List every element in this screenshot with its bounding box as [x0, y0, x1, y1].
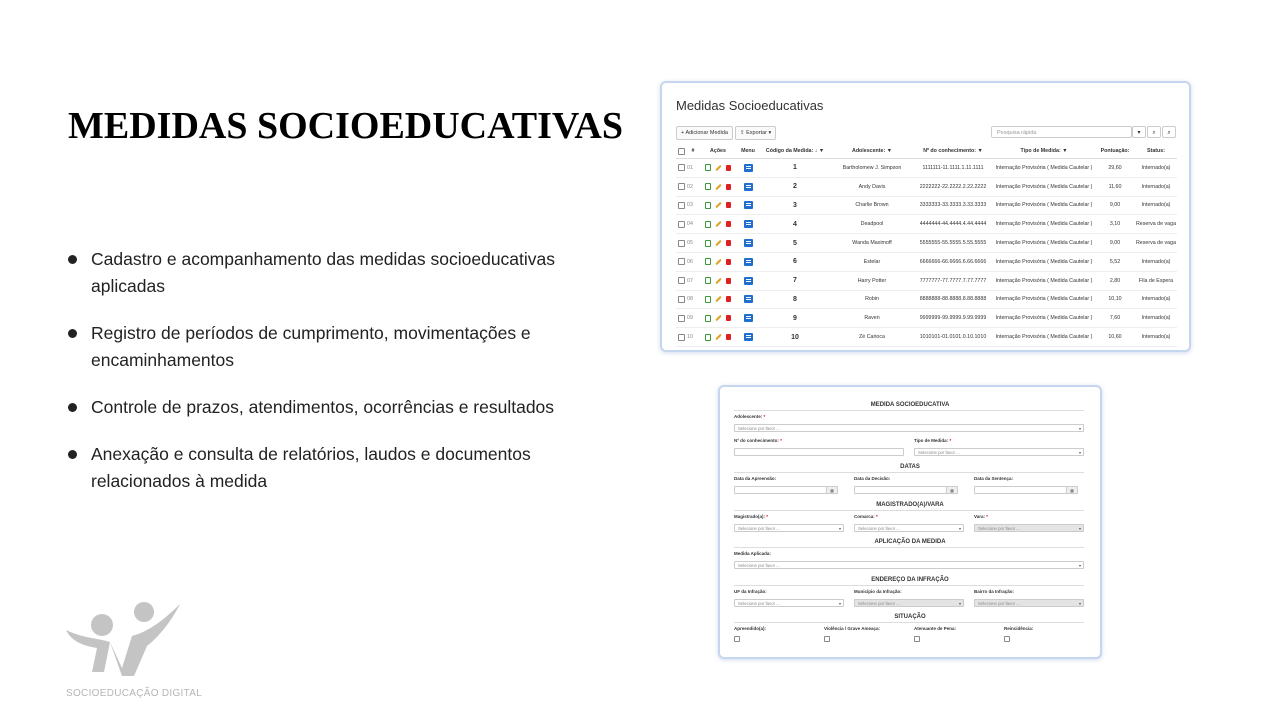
atenuante-label: Atenuante de Pena: — [914, 626, 957, 631]
measure-code: 1 — [759, 159, 831, 178]
status: Internado(a) — [1135, 196, 1177, 215]
menu-icon[interactable] — [744, 201, 753, 209]
edit-icon[interactable] — [715, 221, 721, 227]
knowledge-number: 5555555-55.5555.5.55.5555 — [913, 234, 993, 253]
delete-icon[interactable] — [726, 334, 731, 340]
measure-type: Internação Provisória ( Medida Cautelar ) — [993, 234, 1095, 253]
aplicada-label: Medida Aplicada: — [734, 551, 771, 556]
row-index: 08 — [687, 290, 699, 309]
magistrado-select[interactable]: Selecione por favor ... ▾ — [734, 524, 844, 532]
measure-type: Internação Provisória ( Medida Cautelar ) — [993, 196, 1095, 215]
status: Internado(a) — [1135, 328, 1177, 347]
edit-icon[interactable] — [715, 315, 721, 321]
measure-code: 3 — [759, 196, 831, 215]
slide-title: MEDIDAS SOCIOEDUCATIVAS — [68, 105, 623, 147]
export-icon: ⇪ — [740, 130, 745, 136]
measure-type: Internação Provisória ( Medida Cautelar ) — [993, 309, 1095, 328]
col-header: # — [687, 144, 699, 159]
measure-code: 6 — [759, 252, 831, 271]
score: 10,10 — [1095, 290, 1135, 309]
menu-icon[interactable] — [744, 314, 753, 322]
knowledge-number: 9999999-99.9999.9.99.9999 — [913, 309, 993, 328]
status: Internado(a) — [1135, 290, 1177, 309]
calendar-icon[interactable]: ▦ — [946, 486, 958, 494]
form-header: MEDIDA SOCIOEDUCATIVA — [870, 402, 950, 408]
search-icon: ⌕ — [1167, 130, 1171, 136]
menu-icon[interactable] — [744, 164, 753, 172]
sentenca-date-input[interactable] — [974, 486, 1072, 494]
row-index: 02 — [687, 177, 699, 196]
delete-icon[interactable] — [726, 296, 731, 302]
municipio-label: Município da Infração: — [854, 589, 902, 594]
row-actions — [699, 234, 737, 253]
measure-code: 5 — [759, 234, 831, 253]
uf-label: UF da Infração: — [734, 589, 767, 594]
view-icon[interactable] — [705, 315, 711, 322]
status: Internado(a) — [1135, 309, 1177, 328]
delete-icon[interactable] — [726, 315, 731, 321]
row-actions — [699, 215, 737, 234]
menu-icon[interactable] — [744, 220, 753, 228]
bullet-dot-icon — [68, 329, 77, 338]
adolescent-name: Raven — [831, 309, 913, 328]
delete-icon[interactable] — [726, 184, 731, 190]
adolescent-name: Estelar — [831, 252, 913, 271]
divider — [734, 510, 1084, 511]
select-all-checkbox[interactable] — [678, 148, 685, 155]
status: Reserva de vaga — [1135, 215, 1177, 234]
municipio-select[interactable]: Selecione por favor ... ▾ — [854, 599, 964, 607]
table-row[interactable] — [676, 290, 1177, 309]
table-row[interactable] — [676, 271, 1177, 290]
divider — [734, 472, 1084, 473]
score: 29,60 — [1095, 159, 1135, 178]
export-button[interactable]: ⇪ Exportar ▾ — [735, 126, 776, 140]
add-measure-button[interactable]: + Adicionar Medida — [676, 126, 733, 140]
score: 3,10 — [1095, 215, 1135, 234]
measure-code: 10 — [759, 328, 831, 347]
bairro-select[interactable]: Selecione por favor ... ▾ — [974, 599, 1084, 607]
row-index: 09 — [687, 309, 699, 328]
atenuante-checkbox[interactable] — [914, 636, 920, 642]
table-row[interactable] — [676, 234, 1177, 253]
measure-type: Internação Provisória ( Medida Cautelar ) — [993, 290, 1095, 309]
delete-icon[interactable] — [726, 202, 731, 208]
vara-select[interactable]: Selecione por favor ... ▾ — [974, 524, 1084, 532]
bairro-label: Bairro da Infração: — [974, 589, 1015, 594]
apreensao-label: Data da Apreensão: — [734, 476, 777, 481]
view-icon[interactable] — [705, 183, 711, 190]
adolescent-name: Harry Potter — [831, 271, 913, 290]
section-header: ENDEREÇO DA INFRAÇÃO — [871, 577, 949, 583]
bullet-dot-icon — [68, 450, 77, 459]
adolescent-name: Zé Carioca — [831, 328, 913, 347]
decisao-label: Data da Decisão: — [854, 476, 891, 481]
conhecimento-label: Nº do conhecimento: * — [734, 438, 782, 443]
row-actions — [699, 271, 737, 290]
status: Internado(a) — [1135, 159, 1177, 178]
search-icon: ⌕ — [1152, 130, 1156, 136]
section-header: DATAS — [900, 464, 920, 470]
edit-icon[interactable] — [715, 202, 721, 208]
score: 5,52 — [1095, 252, 1135, 271]
delete-icon[interactable] — [726, 221, 731, 227]
tipo-label: Tipo de Medida: * — [914, 438, 952, 443]
bullet-dot-icon — [68, 403, 77, 412]
measure-type: Internação Provisória ( Medida Cautelar ) — [993, 215, 1095, 234]
section-header: APLICAÇÃO DA MEDIDA — [874, 539, 946, 545]
measure-form-screenshot — [718, 385, 1102, 659]
advanced-search-button[interactable] — [1162, 126, 1176, 138]
col-header[interactable]: Código da Medida: ↓ ▼ — [759, 144, 831, 159]
edit-icon[interactable] — [715, 184, 721, 190]
medida-aplicada-select[interactable]: Selecione por favor ... ▾ — [734, 561, 1084, 569]
view-icon[interactable] — [705, 258, 711, 265]
knowledge-number: 2222222-22.2222.2.22.2222 — [913, 177, 993, 196]
row-checkbox[interactable] — [678, 202, 685, 209]
table-row[interactable] — [676, 177, 1177, 196]
col-header: Pontuação: — [1095, 144, 1135, 159]
apreendido-label: Apreendido(a): — [734, 626, 766, 631]
search-options-button[interactable]: ▾ — [1132, 126, 1146, 138]
quick-search-input[interactable]: Pesquisa rápida — [991, 126, 1132, 138]
divider — [734, 622, 1084, 623]
adolescent-name: Andy Davis — [831, 177, 913, 196]
delete-icon[interactable] — [726, 259, 731, 265]
violencia-checkbox[interactable] — [824, 636, 830, 642]
knowledge-number: 4444444-44.4444.4.44.4444 — [913, 215, 993, 234]
edit-icon[interactable] — [715, 277, 721, 283]
adolescent-name: Bartholomew J. Simpson — [831, 159, 913, 178]
table-row[interactable] — [676, 215, 1177, 234]
table-header-row — [676, 144, 1177, 159]
measure-code: 2 — [759, 177, 831, 196]
row-checkbox[interactable] — [678, 221, 685, 228]
measure-type: Internação Provisória ( Medida Cautelar ) — [993, 252, 1095, 271]
table-row[interactable] — [676, 159, 1177, 178]
delete-icon[interactable] — [726, 278, 731, 284]
knowledge-number: 6666666-66.6666.6.66.6666 — [913, 252, 993, 271]
measure-code: 9 — [759, 309, 831, 328]
measure-code: 4 — [759, 215, 831, 234]
score: 9,00 — [1095, 234, 1135, 253]
row-actions — [699, 309, 737, 328]
view-icon[interactable] — [705, 240, 711, 247]
feature-list — [68, 246, 588, 515]
divider — [734, 547, 1084, 548]
row-index: 01 — [687, 159, 699, 178]
conhecimento-input[interactable] — [734, 448, 904, 456]
decisao-date-input[interactable] — [854, 486, 952, 494]
tipo-select[interactable]: Selecione por favor ... ▾ — [914, 448, 1084, 456]
view-icon[interactable] — [705, 221, 711, 228]
status: Internado(a) — [1135, 252, 1177, 271]
row-actions — [699, 252, 737, 271]
row-actions — [699, 177, 737, 196]
divider — [734, 410, 1084, 411]
row-actions — [699, 196, 737, 215]
knowledge-number: 1010101-01.0101.0.10.1010 — [913, 328, 993, 347]
row-index: 03 — [687, 196, 699, 215]
view-icon[interactable] — [705, 277, 711, 284]
row-checkbox[interactable] — [678, 277, 685, 284]
score: 9,00 — [1095, 196, 1135, 215]
row-checkbox[interactable] — [678, 183, 685, 190]
feature-item: Cadastro e acompanhamento das medidas socioeducativas aplicadas — [68, 246, 588, 300]
row-index: 05 — [687, 234, 699, 253]
view-icon[interactable] — [705, 296, 711, 303]
bullet-dot-icon — [68, 255, 77, 264]
col-header[interactable]: Adolescente: ▼ — [831, 144, 913, 159]
knowledge-number: 3333333-33.3333.3.33.3333 — [913, 196, 993, 215]
menu-icon[interactable] — [744, 239, 753, 247]
table-row[interactable] — [676, 328, 1177, 347]
edit-icon[interactable] — [715, 296, 721, 302]
measure-code: 8 — [759, 290, 831, 309]
adolescente-select[interactable]: Selecione por favor ... ▾ — [734, 424, 1084, 432]
comarca-select[interactable]: Selecione por favor ... ▾ — [854, 524, 964, 532]
magistrado-label: Magistrado(a): * — [734, 514, 769, 519]
adolescent-name: Robin — [831, 290, 913, 309]
adolescent-name: Deadpool — [831, 215, 913, 234]
knowledge-number: 1111111-11.1111.1.11.1111 — [913, 159, 993, 178]
feature-item: Anexação e consulta de relatórios, laudos e documentos relacionados à medida — [68, 441, 588, 495]
measure-code: 7 — [759, 271, 831, 290]
violencia-label: Violência / Grave Ameaça: — [824, 626, 881, 631]
status: Internado(a) — [1135, 177, 1177, 196]
row-index: 04 — [687, 215, 699, 234]
calendar-icon[interactable]: ▦ — [826, 486, 838, 494]
score: 2,80 — [1095, 271, 1135, 290]
edit-icon[interactable] — [715, 259, 721, 265]
apreendido-checkbox[interactable] — [734, 636, 740, 642]
delete-icon[interactable] — [726, 240, 731, 246]
edit-icon[interactable] — [715, 240, 721, 246]
view-icon[interactable] — [705, 164, 711, 171]
col-header: Status: — [1135, 144, 1177, 159]
measure-type: Internação Provisória ( Medida Cautelar ) — [993, 159, 1095, 178]
adolescent-name: Charlie Brown — [831, 196, 913, 215]
menu-icon[interactable] — [744, 295, 753, 303]
row-index: 06 — [687, 252, 699, 271]
row-actions — [699, 290, 737, 309]
edit-icon[interactable] — [715, 334, 721, 340]
adolescente-label: Adolescente: * — [734, 414, 766, 419]
menu-icon[interactable] — [744, 333, 753, 341]
measure-type: Internação Provisória ( Medida Cautelar ) — [993, 328, 1095, 347]
table-row[interactable] — [676, 309, 1177, 328]
score: 10,60 — [1095, 328, 1135, 347]
status: Reserva de vaga — [1135, 234, 1177, 253]
row-checkbox[interactable] — [678, 258, 685, 265]
table-row[interactable] — [676, 252, 1177, 271]
measure-type: Internação Provisória ( Medida Cautelar ) — [993, 271, 1095, 290]
feature-item: Controle de prazos, atendimentos, ocorrências e resultados — [68, 394, 588, 421]
menu-icon[interactable] — [744, 258, 753, 266]
knowledge-number: 7777777-77.7777.7.77.7777 — [913, 271, 993, 290]
col-header: Ações — [699, 144, 737, 159]
calendar-icon[interactable]: ▦ — [1066, 486, 1078, 494]
status: Fila de Espera — [1135, 271, 1177, 290]
row-checkbox[interactable] — [678, 334, 685, 341]
measure-type: Internação Provisória ( Medida Cautelar ) — [993, 177, 1095, 196]
knowledge-number: 8888888-88.8888.8.88.8888 — [913, 290, 993, 309]
comarca-label: Comarca: * — [854, 514, 878, 519]
score: 11,60 — [1095, 177, 1135, 196]
vara-label: Vara: * — [974, 514, 989, 519]
section-header: MAGISTRADO(A)/VARA — [876, 502, 944, 508]
view-icon[interactable] — [705, 334, 711, 341]
row-checkbox[interactable] — [678, 164, 685, 171]
feature-item: Registro de períodos de cumprimento, movimentações e encaminhamentos — [68, 320, 588, 374]
col-header[interactable]: Nº do conhecimento: ▼ — [913, 144, 993, 159]
col-header: Menu — [737, 144, 759, 159]
measures-list-screenshot — [660, 81, 1191, 352]
reincidencia-label: Reincidência: — [1004, 626, 1034, 631]
uf-select[interactable]: Selecione por favor ... ▾ — [734, 599, 844, 607]
measures-table — [676, 144, 1177, 347]
search-button[interactable] — [1147, 126, 1161, 138]
row-actions — [699, 159, 737, 178]
row-index: 07 — [687, 271, 699, 290]
menu-icon[interactable] — [744, 183, 753, 191]
row-checkbox[interactable] — [678, 240, 685, 247]
row-checkbox[interactable] — [678, 315, 685, 322]
panel-title: Medidas Socioeducativas — [676, 98, 824, 113]
row-actions — [699, 328, 737, 347]
footer-brand: SOCIOEDUCAÇÃO DIGITAL — [66, 688, 203, 699]
sentenca-label: Data da Sentença: — [974, 476, 1014, 481]
adolescent-name: Wanda Maximoff — [831, 234, 913, 253]
row-index: 10 — [687, 328, 699, 347]
edit-icon[interactable] — [715, 165, 721, 171]
row-checkbox[interactable] — [678, 296, 685, 303]
view-icon[interactable] — [705, 202, 711, 209]
reincidencia-checkbox[interactable] — [1004, 636, 1010, 642]
people-logo-icon — [62, 600, 187, 680]
delete-icon[interactable] — [726, 165, 731, 171]
score: 7,60 — [1095, 309, 1135, 328]
apreensao-date-input[interactable] — [734, 486, 832, 494]
menu-icon[interactable] — [744, 277, 753, 285]
col-header[interactable]: Tipo de Medida: ▼ — [993, 144, 1095, 159]
table-row[interactable] — [676, 196, 1177, 215]
section-header: SITUAÇÃO — [894, 614, 926, 620]
divider — [734, 585, 1084, 586]
